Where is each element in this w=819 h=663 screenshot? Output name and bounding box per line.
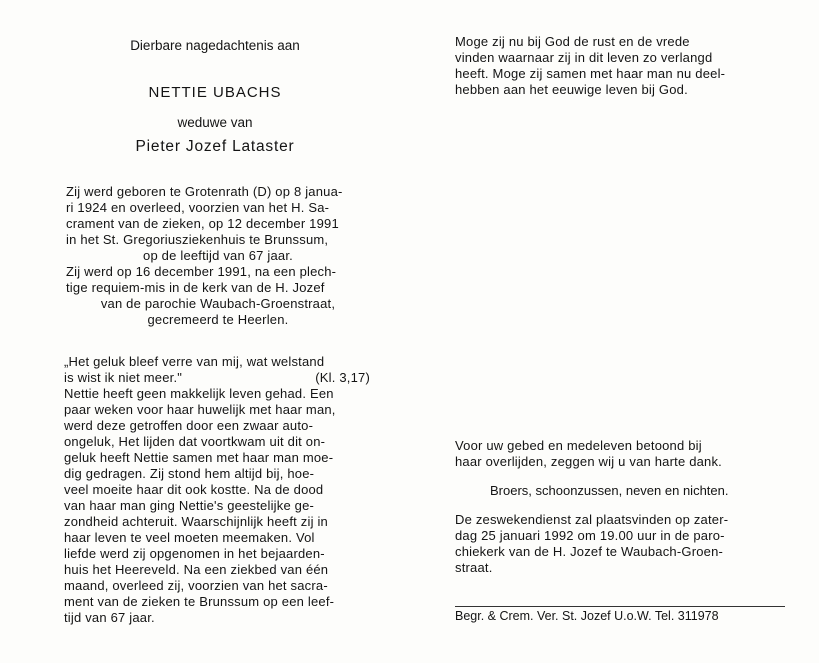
quote-line-with-ref [64, 370, 370, 386]
quote-body-line: geluk heeft Nettie samen met haar man moe- [64, 450, 334, 465]
bio-line: tige requiem-mis in de kerk van de H. Jozef [66, 280, 325, 295]
quote-body-line: maand, overleed zij, voorzien van het sacra- [64, 578, 328, 593]
biography [66, 184, 370, 328]
bio-line: Zij werd op 16 december 1991, na een plech- [66, 264, 337, 279]
quote-body-line: paar weken voor haar huwelijk met haar man, [64, 402, 336, 417]
intro-text: Dierbare nagedachtenis aan [130, 38, 300, 53]
quote-line: „Het geluk bleef verre van mij, wat welstand [64, 354, 325, 369]
thanks-block [455, 438, 785, 470]
quote-text: is wist ik niet meer." [64, 370, 183, 385]
quote-body-line: veel moeite haar dit ook kostte. Na de dood [64, 482, 324, 497]
family-signature: Broers, schoonzussen, neven en nichten. [490, 483, 729, 498]
quote-body-line: tijd van 67 jaar. [64, 610, 155, 625]
prayer-line: vinden waarnaar zij in dit leven zo verlangd [455, 50, 713, 65]
prayer-block [455, 34, 785, 98]
quote-reference: (Kl. 3,17) [315, 370, 370, 385]
left-panel [60, 0, 370, 663]
bio-line: in het St. Gregoriusziekenhuis te Brunssum, [66, 232, 329, 247]
bio-line: op de leeftijd van 67 jaar. [143, 248, 293, 263]
quote-body-line: Nettie heeft geen makkelijk leven gehad. Een [64, 386, 334, 401]
bio-line: Zij werd geboren te Grotenrath (D) op 8 janua- [66, 184, 343, 199]
quote-body-line: ongeluk, Het lijden dat voortkwam uit dit on- [64, 434, 326, 449]
prayer-line: Moge zij nu bij God de rust en de vrede [455, 34, 690, 49]
service-line: De zeswekendienst zal plaatsvinden op zater- [455, 512, 729, 527]
funeral-society-footer: Begr. & Crem. Ver. St. Jozef U.o.W. Tel. 311978 [455, 606, 785, 623]
service-line: chiekerk van de H. Jozef te Waubach-Groen- [455, 544, 724, 559]
quote-body-line: werd deze getroffen door een zwaar auto- [64, 418, 314, 433]
quote-body-line: van haar man ging Nettie's geestelijke ge- [64, 498, 315, 513]
quote-body-line: liefde werd zij opgenomen in het bejaarden- [64, 546, 325, 561]
quote-block [64, 354, 370, 626]
prayer-line: hebben aan het eeuwige leven bij God. [455, 82, 688, 97]
bio-line: van de parochie Waubach-Groenstraat, [100, 296, 336, 311]
bio-line: crament van de zieken, op 12 december 1991 [66, 216, 339, 231]
quote-body-line: haar leven te veel moeten meemaken. Vol [64, 530, 315, 545]
quote-body-line: ment van de zieken te Brunssum op een leef- [64, 594, 335, 609]
husband-name: Pieter Jozef Lataster [135, 138, 295, 155]
service-announcement [455, 512, 785, 576]
right-panel [452, 0, 782, 663]
thanks-line: haar overlijden, zeggen wij u van harte dank. [455, 454, 722, 469]
service-line: dag 25 januari 1992 om 19.00 uur in de paro- [455, 528, 725, 543]
widow-of-text: weduwe van [177, 115, 253, 130]
bio-line: gecremeerd te Heerlen. [147, 312, 289, 327]
deceased-name: NETTIE UBACHS [148, 84, 282, 101]
quote-body-line: zondheid achteruit. Waarschijnlijk heeft zij in [64, 514, 328, 529]
service-line: straat. [455, 560, 493, 575]
bio-line: ri 1924 en overleed, voorzien van het H. Sa- [66, 200, 330, 215]
quote-body-line: huis het Heereveld. Na een ziekbed van één [64, 562, 329, 577]
thanks-line: Voor uw gebed en medeleven betoond bij [455, 438, 702, 453]
prayer-line: heeft. Moge zij samen met haar man nu deel- [455, 66, 726, 81]
quote-body-line: dig gedragen. Zij stond hem altijd bij, hoe- [64, 466, 315, 481]
